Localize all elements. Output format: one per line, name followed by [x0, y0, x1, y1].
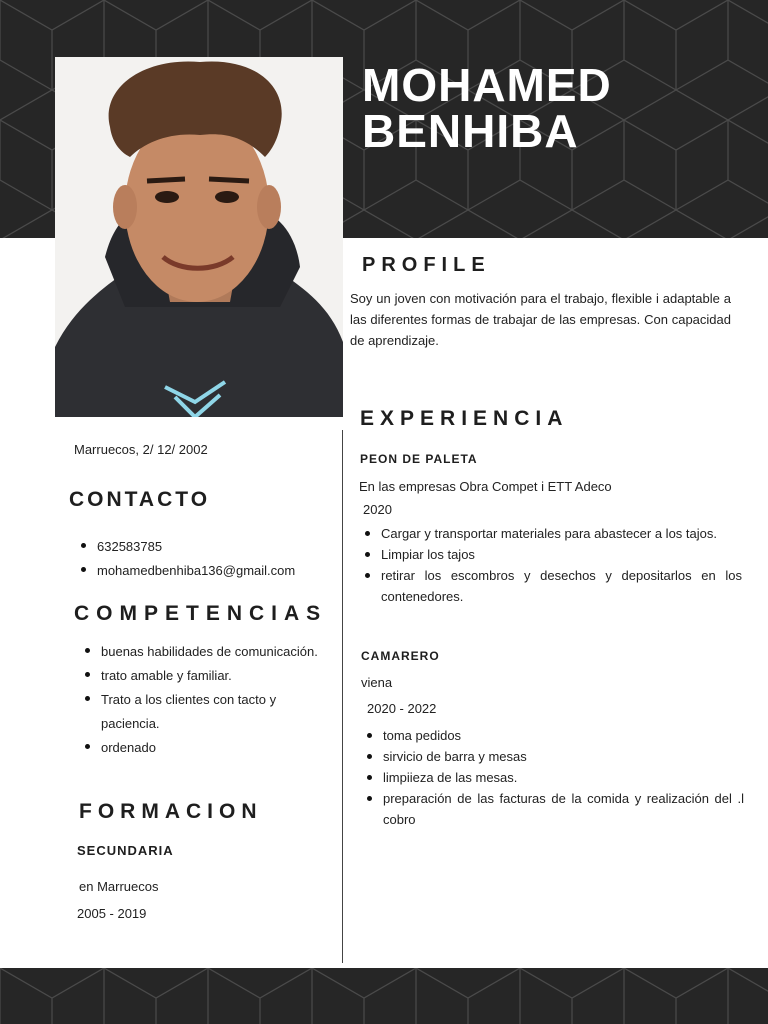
hex-pattern-footer: [0, 968, 768, 1024]
job-task: sirvicio de barra y mesas: [361, 746, 744, 767]
competencias-list: [79, 640, 324, 760]
profile-photo: [55, 57, 343, 417]
contact-list: [75, 535, 295, 583]
job-task: Limpiar los tajos: [359, 544, 742, 565]
job-task: limpiieza de las mesas.: [361, 767, 744, 788]
contact-phone[interactable]: 632583785: [75, 535, 295, 559]
job-year: 2020 - 2022: [367, 701, 437, 716]
competencia-item: trato amable y familiar.: [79, 664, 324, 688]
competencia-item: ordenado: [79, 736, 324, 760]
job-year: 2020: [363, 502, 392, 517]
job-task: retirar los escombros y desechos y depositarlos en los contenedores.: [359, 565, 742, 607]
contacto-title: CONTACTO: [69, 488, 211, 511]
job-task: Cargar y transportar materiales para abastecer a los tajos.: [359, 523, 742, 544]
job-company: viena: [361, 675, 393, 690]
profile-text: Soy un joven con motivación para el trabajo, flexible i adaptable a las diferentes formas de trabajar de las empresas. Con capacidad de aprendizaje.: [350, 291, 731, 348]
footer-band: [0, 968, 768, 1024]
formacion-years: 2005 - 2019: [77, 906, 147, 921]
profile-title: PROFILE: [362, 254, 491, 276]
job-tasks: [361, 725, 744, 830]
job-role: PEON DE PALETA: [360, 452, 478, 466]
formacion-title: FORMACION: [79, 800, 263, 823]
birth-info: Marruecos, 2/ 12/ 2002: [74, 442, 208, 457]
competencias-title: COMPETENCIAS: [74, 602, 328, 625]
name-last: BENHIBA: [362, 105, 579, 157]
formacion-place: en Marruecos: [79, 879, 159, 894]
column-divider: [342, 430, 343, 963]
job-task: toma pedidos: [361, 725, 744, 746]
job-company: En las empresas Obra Compet i ETT Adeco: [359, 479, 612, 494]
competencia-item: Trato a los clientes con tacto y paciencia.: [79, 688, 324, 736]
experiencia-title: EXPERIENCIA: [360, 407, 569, 430]
competencia-item: buenas habilidades de comunicación.: [79, 640, 324, 664]
job-role: CAMARERO: [361, 649, 440, 663]
formacion-level: SECUNDARIA: [77, 843, 174, 858]
job-task: preparación de las facturas de la comida y realización del .l cobro: [361, 788, 744, 830]
job-tasks: [359, 523, 742, 607]
contact-email[interactable]: mohamedbenhiba136@gmail.com: [75, 559, 295, 583]
name-first: MOHAMED: [362, 59, 612, 111]
